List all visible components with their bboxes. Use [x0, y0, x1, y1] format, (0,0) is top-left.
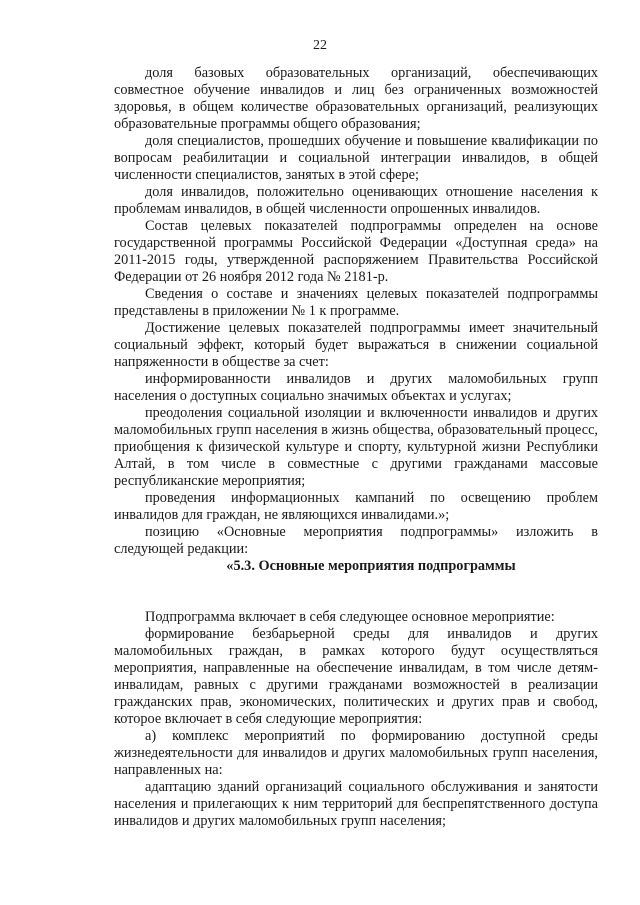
paragraph-share-basic-edu-orgs: доля базовых образовательных организаций, обеспечивающих совместное обучение инвалидов и лиц без ограниченных возможностей здоровья, в общем количестве образовательных организаций, реализующих образовательные программы общего образования;: [114, 65, 598, 132]
paragraph-social-effect: Достижение целевых показателей подпрограммы имеет значительный социальный эффект, который будет выражаться в снижении социальной напряженности в обществе за счет:: [114, 320, 598, 370]
paragraph-buildings-adaptation: адаптацию зданий организаций социального обслуживания и занятости населения и прилегающих к ним территорий для беспрепятственного доступа инвалидов и других маломобильных групп населения;: [114, 779, 598, 829]
paragraph-information-campaigns: проведения информационных кампаний по освещению проблем инвалидов для граждан, не являющихся инвалидами.»;: [114, 490, 598, 523]
paragraph-informedness: информированности инвалидов и других маломобильных групп населения о доступных социально значимых объектах и услугах;: [114, 371, 598, 404]
paragraph-measures-complex: а) комплекс мероприятий по формированию доступной среды жизнедеятельности для инвалидов и других маломобильных групп населения, направленных на:: [114, 728, 598, 778]
paragraph-share-disabled-positive: доля инвалидов, положительно оценивающих отношение населения к проблемам инвалидов, в общей численности опрошенных инвалидов.: [114, 184, 598, 217]
page-number: 22: [313, 38, 327, 53]
section-heading: «5.3. Основные мероприятия подпрограммы: [226, 558, 516, 574]
paragraph-indicators-appendix: Сведения о составе и значениях целевых показателей подпрограммы представлены в приложении № 1 к программе.: [114, 286, 598, 319]
paragraph-indicators-composition: Состав целевых показателей подпрограммы определен на основе государственной программы Российской Федерации «Доступная среда» на 2011-2015 годы, утвержденной распоряжением Правительства Российской Федерации от 26 ноября 2012 года № 2181-р.: [114, 218, 598, 285]
document-body: [114, 65, 598, 830]
paragraph-position-instruction: позицию «Основные мероприятия подпрограммы» изложить в следующей редакции:: [114, 524, 598, 557]
paragraph-subprogram-includes: Подпрограмма включает в себя следующее основное мероприятие:: [145, 609, 555, 625]
paragraph-share-specialists: доля специалистов, прошедших обучение и повышение квалификации по вопросам реабилитации и социальной интеграции инвалидов, в общей численности специалистов, занятых в этой сфере;: [114, 133, 598, 183]
paragraph-overcoming-isolation: преодоления социальной изоляции и включенности инвалидов и других маломобильных групп населения в жизнь общества, образовательный процесс, приобщения к физической культуре и спорту, культурной жизни Республики Алтай, в том числе в совместные с другими гражданами массовые республиканские мероприятия;: [114, 405, 598, 489]
paragraph-barrier-free-environment: формирование безбарьерной среды для инвалидов и других маломобильных граждан, в рамках которого будут осуществляться мероприятия, направленные на обеспечение инвалидам, в том числе детям-инвалидам, равных с другими гражданами возможностей в реализации гражданских прав, экономических, политических и других прав и свобод, которое включает в себя следующие мероприятия:: [114, 626, 598, 727]
